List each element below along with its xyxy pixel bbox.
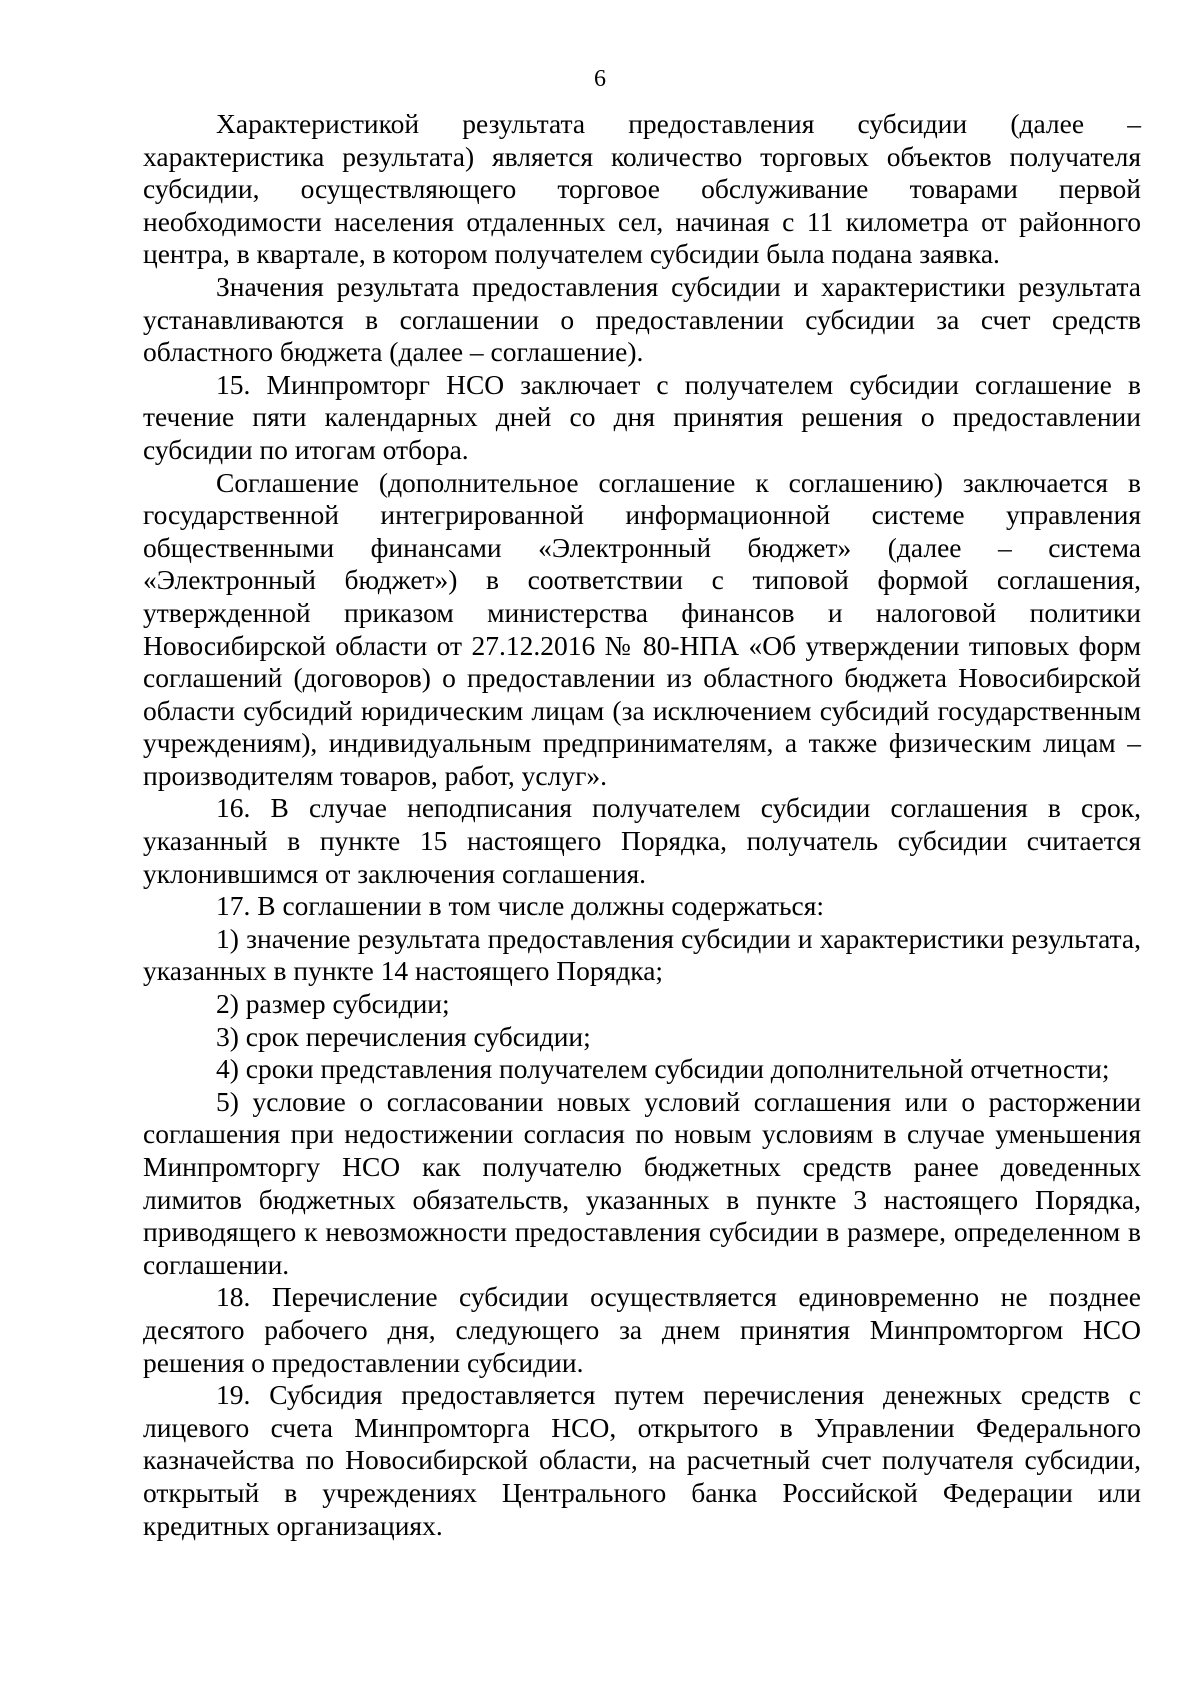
paragraph: 4) сроки представления получателем субсидии дополнительной отчетности; [216, 1053, 1110, 1085]
paragraph: 3) срок перечисления субсидии; [216, 1020, 591, 1052]
paragraph: 17. В соглашении в том числе должны содержаться: [216, 890, 825, 922]
paragraph: 19. Субсидия предоставляется путем перечисления денежных средств с лицевого счета Минпромторга НСО, открытого в Управлении Федерального казначейства по Новосибирской области, на расчетный счет получателя субсидии, открытый в учреждениях Центрального банка Российской Федерации или кредитных организациях. [143, 1379, 1141, 1541]
page-number: 6 [594, 66, 606, 92]
paragraph: 16. В случае неподписания получателем субсидии соглашения в срок, указанный в пункте 15 настоящего Порядка, получатель субсидии считается уклонившимся от заключения соглашения. [143, 792, 1141, 889]
paragraph: 1) значение результата предоставления субсидии и характеристики результата, указанных в пункте 14 настоящего Порядка; [143, 922, 1141, 987]
paragraph: 18. Перечисление субсидии осуществляется единовременно не позднее десятого рабочего дня, следующего за днем принятия Минпромторгом НСО решения о предоставлении субсидии. [143, 1281, 1141, 1378]
paragraph: Соглашение (дополнительное соглашение к соглашению) заключается в государственной интегрированной информационной системе управления общественными финансами «Электронный бюджет» (далее – система «Электронный бюджет») в соответствии с типовой формой соглашения, утвержденной приказом министерства финансов и налоговой политики Новосибирской области от 27.12.2016 № 80-НПА «Об утверждении типовых форм соглашений (договоров) о предоставлении из областного бюджета Новосибирской области субсидий юридическим лицам (за исключением субсидий государственным учреждениям), индивидуальным предпринимателям, а также физическим лицам – производителям товаров, работ, услуг». [143, 466, 1141, 791]
paragraph: 15. Минпромторг НСО заключает с получателем субсидии соглашение в течение пяти календарных дней со дня принятия решения о предоставлении субсидии по итогам отбора. [143, 368, 1141, 465]
document-body [143, 108, 1141, 1542]
paragraph: 5) условие о согласовании новых условий соглашения или о расторжении соглашения при недостижении согласия по новым условиям в случае уменьшения Минпромторгу НСО как получателю бюджетных средств ранее доведенных лимитов бюджетных обязательств, указанных в пункте 3 настоящего Порядка, приводящего к невозможности предоставления субсидии в размере, определенном в соглашении. [143, 1085, 1141, 1280]
paragraph: 2) размер субсидии; [216, 988, 450, 1020]
paragraph: Характеристикой результата предоставления субсидии (далее – характеристика результата) является количество торговых объектов получателя субсидии, осуществляющего торговое обслуживание товарами первой необходимости населения отдаленных сел, начиная с 11 километра от районного центра, в квартале, в котором получателем субсидии была подана заявка. [143, 108, 1141, 270]
paragraph: Значения результата предоставления субсидии и характеристики результата устанавливаются в соглашении о предоставлении субсидии за счет средств областного бюджета (далее – соглашение). [143, 270, 1141, 368]
